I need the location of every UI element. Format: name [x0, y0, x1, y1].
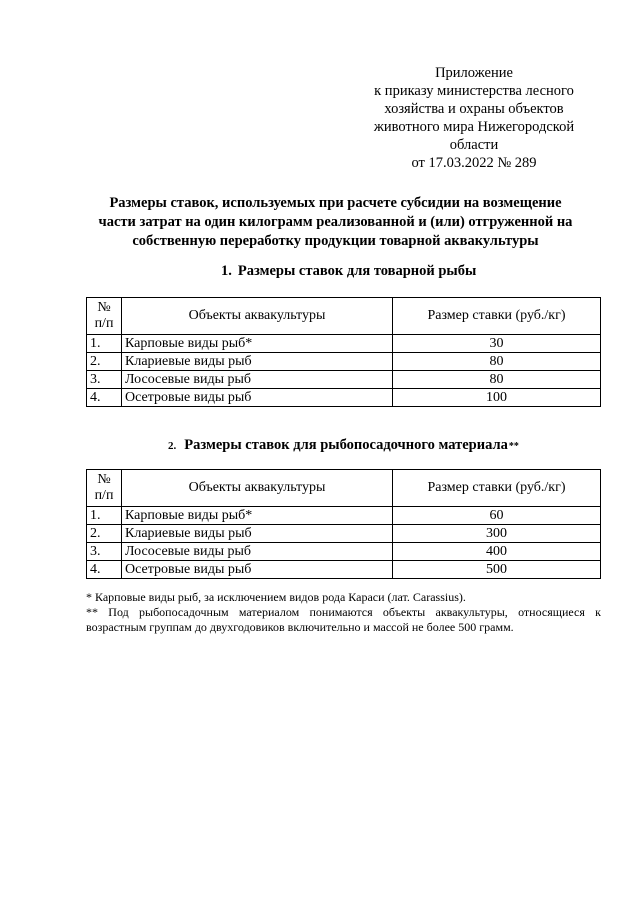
- row-number: 3.: [87, 371, 122, 389]
- row-rate: 100: [393, 389, 601, 407]
- document-title: [72, 194, 599, 251]
- table-row: [87, 371, 601, 389]
- appendix-line: от 17.03.2022 № 289: [411, 155, 537, 171]
- rates-table-commercial-fish: [86, 297, 601, 407]
- table-header-row: [87, 470, 601, 507]
- rates-table-stocking-material: [86, 469, 601, 579]
- row-number: 2.: [87, 353, 122, 371]
- table-header-row: [87, 298, 601, 335]
- table-row: [87, 335, 601, 353]
- section-2-number: 2.: [168, 440, 177, 452]
- row-rate: 80: [393, 353, 601, 371]
- footnote-2: ** Под рыбопосадочным материалом понимаются объекты аквакультуры, относящиеся к возрастным группам до двухгодовиков включительно и массой не более 500 грамм.: [86, 605, 601, 634]
- table-row: [87, 543, 601, 561]
- section-2-heading: [168, 437, 519, 454]
- row-rate: 80: [393, 371, 601, 389]
- appendix-block: [362, 64, 586, 172]
- header-objects: Объекты аквакультуры: [122, 298, 393, 335]
- appendix-line: Приложение: [435, 65, 513, 81]
- row-object: Осетровые виды рыб: [122, 389, 393, 407]
- row-number: 3.: [87, 543, 122, 561]
- header-number: № п/п: [87, 298, 122, 335]
- appendix-line: области: [449, 137, 499, 153]
- row-rate: 500: [393, 561, 601, 579]
- row-object: Лососевые виды рыб: [122, 543, 393, 561]
- section-2-title: Размеры ставок для рыбопосадочного материала: [184, 437, 508, 453]
- table-row: [87, 389, 601, 407]
- footnotes: [86, 590, 601, 635]
- row-rate: 60: [393, 507, 601, 525]
- header-number: № п/п: [87, 470, 122, 507]
- row-number: 1.: [87, 335, 122, 353]
- row-rate: 400: [393, 543, 601, 561]
- row-object: Осетровые виды рыб: [122, 561, 393, 579]
- header-rate: Размер ставки (руб./кг): [393, 470, 601, 507]
- row-number: 4.: [87, 389, 122, 407]
- table-row: [87, 507, 601, 525]
- appendix-line: хозяйства и охраны объектов: [384, 101, 564, 117]
- row-number: 2.: [87, 525, 122, 543]
- title-line: Размеры ставок, используемых при расчете субсидии на возмещение: [109, 195, 562, 211]
- appendix-line: животного мира Нижегородской: [373, 119, 575, 135]
- row-object: Карповые виды рыб*: [122, 507, 393, 525]
- row-number: 4.: [87, 561, 122, 579]
- header-objects: Объекты аквакультуры: [122, 470, 393, 507]
- table-row: [87, 525, 601, 543]
- row-object: Клариевые виды рыб: [122, 353, 393, 371]
- table-row: [87, 353, 601, 371]
- row-rate: 300: [393, 525, 601, 543]
- row-rate: 30: [393, 335, 601, 353]
- section-1-title: Размеры ставок для товарной рыбы: [237, 263, 477, 279]
- header-rate: Размер ставки (руб./кг): [393, 298, 601, 335]
- row-number: 1.: [87, 507, 122, 525]
- row-object: Карповые виды рыб*: [122, 335, 393, 353]
- row-object: Лососевые виды рыб: [122, 371, 393, 389]
- section-2-footnote-marker: **: [508, 441, 519, 452]
- title-line: части затрат на один килограмм реализованной и (или) отгруженной на: [98, 214, 573, 230]
- table-row: [87, 561, 601, 579]
- section-1-heading: [221, 263, 476, 280]
- appendix-line: к приказу министерства лесного: [374, 83, 574, 99]
- section-1-number: 1.: [221, 263, 232, 279]
- footnote-1: * Карповые виды рыб, за исключением видов рода Караси (лат. Carassius).: [86, 590, 466, 604]
- title-line: собственную переработку продукции товарной аквакультуры: [132, 233, 539, 249]
- row-object: Клариевые виды рыб: [122, 525, 393, 543]
